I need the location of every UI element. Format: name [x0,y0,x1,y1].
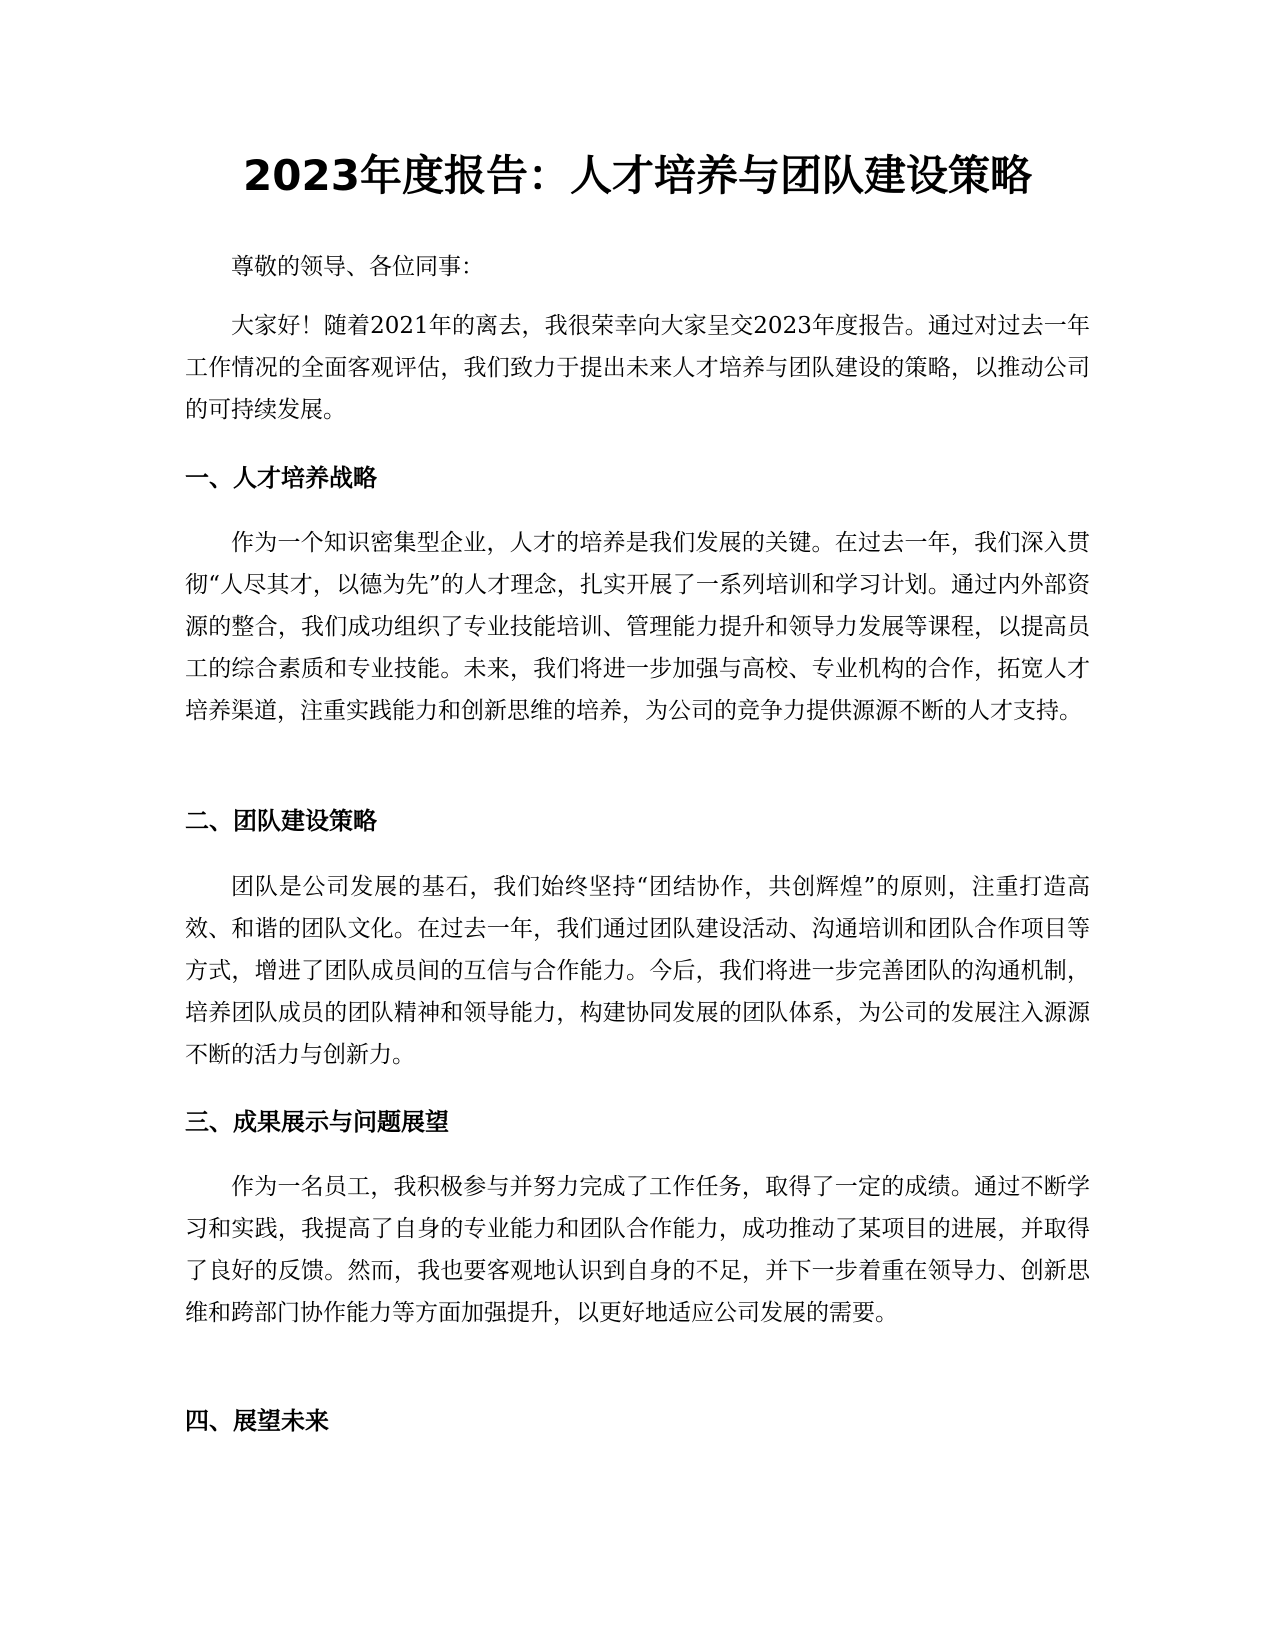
section-paragraph-team-building: 团队是公司发展的基石，我们始终坚持“团结协作，共创辉煌”的原则，注重打造高效、和谐的团队文化。在过去一年，我们通过团队建设活动、沟通培训和团队合作项目等方式，增进了团队成员间的互信与合作能力。今后，我们将进一步完善团队的沟通机制，培养团队成员的团队精神和领导能力，构建协同发展的团队体系，为公司的发展注入源源不断的活力与创新力。 [185,874,1090,1068]
section-heading-future: 四、展望未来 [185,1407,329,1435]
document-title: 2023年度报告：人才培养与团队建设策略 [243,151,1032,200]
intro-paragraph: 大家好！随着2021年的离去，我很荣幸向大家呈交2023年度报告。通过对过去一年工作情况的全面客观评估，我们致力于提出未来人才培养与团队建设的策略，以推动公司的可持续发展。 [185,313,1090,423]
greeting-paragraph: 尊敬的领导、各位同事： [231,254,484,280]
section-heading-talent-training: 一、人才培养战略 [185,464,377,492]
section-heading-team-building: 二、团队建设策略 [185,807,377,835]
section-paragraph-achievements-outlook: 作为一名员工，我积极参与并努力完成了工作任务，取得了一定的成绩。通过不断学习和实践，我提高了自身的专业能力和团队合作能力，成功推动了某项目的进展，并取得了良好的反馈。然而，我也要客观地认识到自身的不足，并下一步着重在领导力、创新思维和跨部门协作能力等方面加强提升，以更好地适应公司发展的需要。 [185,1174,1090,1326]
section-heading-achievements-outlook: 三、成果展示与问题展望 [185,1108,449,1136]
section-paragraph-talent-training: 作为一个知识密集型企业，人才的培养是我们发展的关键。在过去一年，我们深入贯彻“人尽其才，以德为先”的人才理念，扎实开展了一系列培训和学习计划。通过内外部资源的整合，我们成功组织了专业技能培训、管理能力提升和领导力发展等课程，以提高员工的综合素质和专业技能。未来，我们将进一步加强与高校、专业机构的合作，拓宽人才培养渠道，注重实践能力和创新思维的培养，为公司的竞争力提供源源不断的人才支持。 [185,530,1090,724]
